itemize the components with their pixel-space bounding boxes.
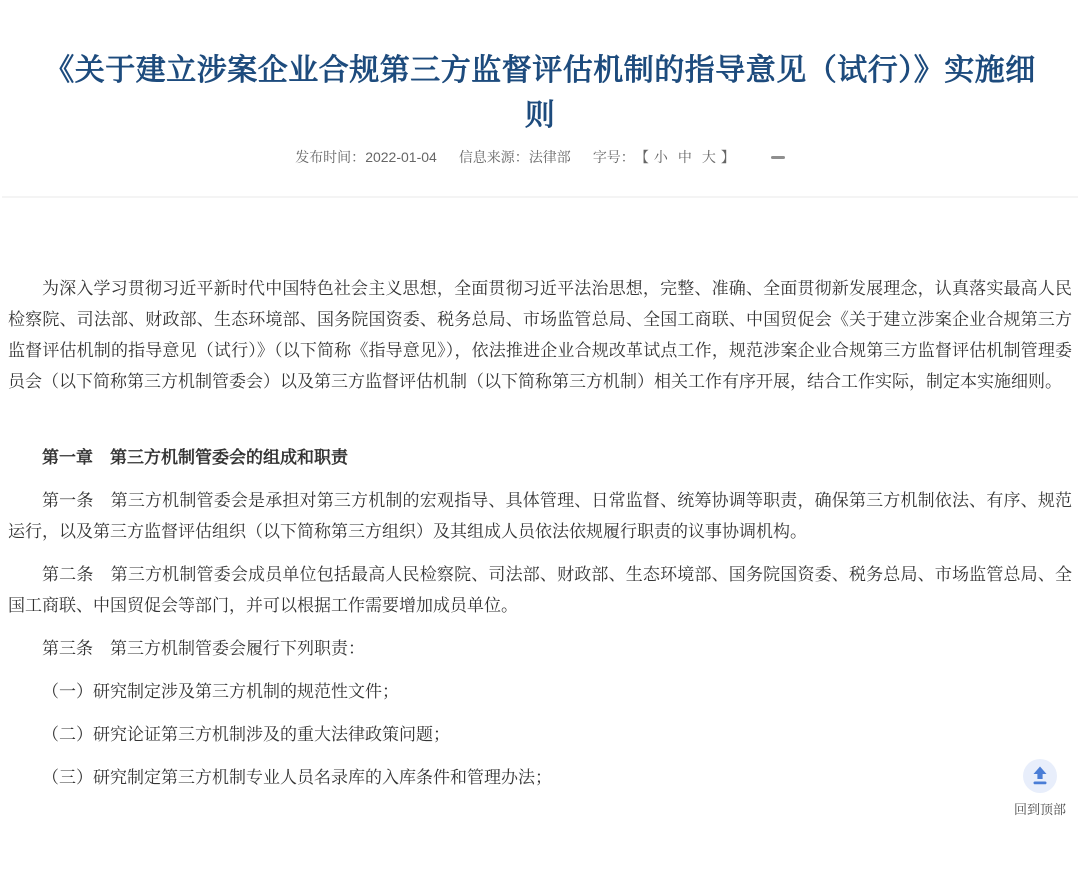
font-size-large-button[interactable]: 大 [701,149,716,165]
article-paragraph: 为深入学习贯彻习近平新时代中国特色社会主义思想，全面贯彻习近平法治思想，完整、准确、全面贯彻新发展理念，认真落实最高人民检察院、司法部、财政部、生态环境部、国务院国资委、税务总局、市场监管总局、全国工商联、中国贸促会《关于建立涉案企业合规第三方监督评估机制的指导意见（试行）》（以下简称《指导意见》），依法推进企业合规改革试点工作，规范涉案企业合规第三方监督评估机制管理委员会（以下简称第三方机制管委会）以及第三方监督评估机制（以下简称第三方机制）相关工作有序开展，结合工作实际，制定本实施细则。 [8,279,1072,391]
article-body [0,273,1080,793]
back-to-top-button[interactable] [1002,759,1078,818]
font-size-medium-button[interactable]: 中 [677,149,692,165]
divider [2,196,1078,198]
article-paragraph: 第二条 第三方机制管委会成员单位包括最高人民检察院、司法部、财政部、生态环境部、国务院国资委、税务总局、市场监管总局、全国工商联、中国贸促会等部门，并可以根据工作需要增加成员单位。 [8,565,1072,615]
publish-time [295,147,437,167]
font-size-small-button[interactable]: 小 [653,149,668,165]
info-source-label: 信息来源： [458,149,529,165]
article-list-item: （二）研究论证第三方机制涉及的重大法律政策问题； [42,725,450,744]
meta-bar [0,147,1080,167]
page-title [25,48,1055,138]
font-size-bracket-open: 【 [634,149,649,165]
article-paragraph: 第一条 第三方机制管委会是承担对第三方机制的宏观指导、具体管理、日常监督、统筹协调等职责，确保第三方机制依法、有序、规范运行，以及第三方监督评估组织（以下简称第三方组织）及其组成人员依法依规履行职责的议事协调机构。 [8,491,1072,541]
chapter-heading: 第一章 第三方机制管委会的组成和职责 [42,448,348,467]
article-paragraph: 第三条 第三方机制管委会履行下列职责： [42,639,365,658]
publish-time-label: 发布时间： [295,149,366,165]
arrow-up-to-top-icon[interactable] [1023,759,1057,793]
meta-dash-icon [771,156,785,159]
article-list-item: （一）研究制定涉及第三方机制的规范性文件； [42,682,399,701]
page-title-line2: 则 [524,99,556,132]
publish-time-value: 2022-01-04 [365,149,437,165]
font-size-control [593,147,735,167]
font-size-label: 字号： [592,149,635,165]
back-to-top-label: 回到顶部 [1013,802,1066,817]
article-list-item: （三）研究制定第三方机制专业人员名录库的入库条件和管理办法； [42,768,552,787]
info-source-value: 法律部 [528,149,571,165]
info-source [459,147,571,167]
font-size-bracket-close: 】 [720,149,735,165]
page-title-line1: 《关于建立涉案企业合规第三方监督评估机制的指导意见（试行）》实施细 [44,54,1036,87]
